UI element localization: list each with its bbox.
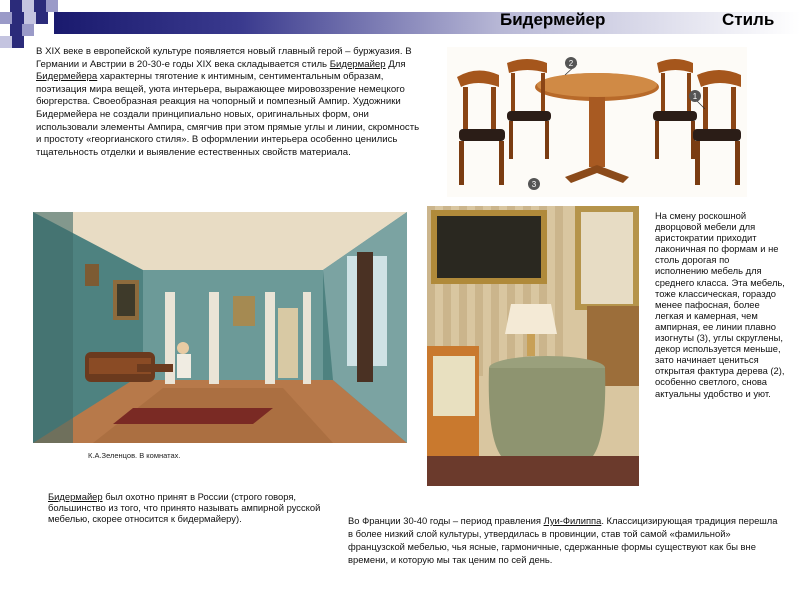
room-painting xyxy=(33,212,407,443)
interior-photo xyxy=(427,206,639,486)
painting-caption: К.А.Зеленцов. В комнатах. xyxy=(88,451,181,460)
decor-square xyxy=(34,0,46,12)
biedermeier-link-2[interactable]: Бидермейера xyxy=(36,71,98,83)
biedermeier-link[interactable]: Бидермайер xyxy=(329,58,386,70)
decor-square xyxy=(0,36,12,48)
france-text: . Классицизирующая традиция перешла в более низкий слой культуры, утвердилась в провинции, став той самой «фамильной» французской мебелью, чья ясные, гармоничные, сдержанные формы существуют как бы вне времени, и которую мы так ценим по сей день. xyxy=(348,515,778,565)
header-bar xyxy=(54,12,800,34)
slide-title: Бидермейер xyxy=(500,10,606,29)
russia-paragraph xyxy=(48,491,323,524)
intro-text: Для xyxy=(385,58,406,70)
decor-square xyxy=(10,0,22,12)
interior-illustration xyxy=(427,206,639,486)
intro-text: характерны тяготение к интимным, сентиментальным образам, поэтизация мира вещей, уюта интерьера, выражающее мировоззрение немецкого бюргерства. Своеобразная реакция на чопорный и помпезный Ампир. Художники Бидермейера не создали принципиально новых, оригинальных форм, они использовали элементы Ампира, смягчив при этом прямые углы и линии, скромность и простоту «георгианского стиля». В оформлении интерьера особенно ценились тщательность отделки и выявление естественных свойств материала. xyxy=(36,71,420,158)
decor-square xyxy=(22,24,34,36)
decor-square xyxy=(12,36,24,48)
decor-square xyxy=(24,12,36,24)
intro-text: В XIX веке в европейской культуре появляется новый главный герой – буржуазия. В Германии и Австрии в 20-30-е годы XIX века складывается стиль xyxy=(36,46,412,70)
room-illustration xyxy=(33,212,407,443)
furniture-description: На смену роскошной дворцовой мебели для аристократии приходит лаконичная по формам и не столь дорогая по исполнению мебель для среднего класса. Эта мебель, тоже классическая, гораздо менее пафосная, более легкая и камерная, чем ампирная, ее линии плавно изогнуты (3), углы скруглены, декор используется меньше, зато начинает цениться открытая фактура дерева (2), особенно светлого, снова актуальны удобство и уют. xyxy=(655,210,785,399)
chair-label-3: 3 xyxy=(531,180,537,189)
chair-label-2: 2 xyxy=(568,59,574,68)
intro-paragraph xyxy=(36,46,426,159)
chairs-illustration xyxy=(447,47,747,197)
decor-square xyxy=(36,12,48,24)
decor-square xyxy=(0,12,12,24)
biedermeier-russia-link[interactable]: Бидермайер xyxy=(48,491,103,502)
decor-square xyxy=(12,12,24,24)
louis-philippe-link[interactable]: Луи-Филиппа xyxy=(543,515,602,526)
decor-square xyxy=(10,24,22,36)
russia-text: был охотно принят в России (строго говоря, большинство из того, что принято называть ампирной русской мебелью, скорее относится к бидермайеру). xyxy=(48,491,321,524)
chairs-photo xyxy=(447,47,747,197)
chair-label-1: 1 xyxy=(692,92,698,101)
slide-subtitle: Стиль xyxy=(722,10,775,29)
france-paragraph xyxy=(348,514,778,566)
decor-square xyxy=(46,0,58,12)
france-text: Во Франции 30-40 годы – период правления xyxy=(348,515,544,526)
decor-square xyxy=(22,0,34,12)
